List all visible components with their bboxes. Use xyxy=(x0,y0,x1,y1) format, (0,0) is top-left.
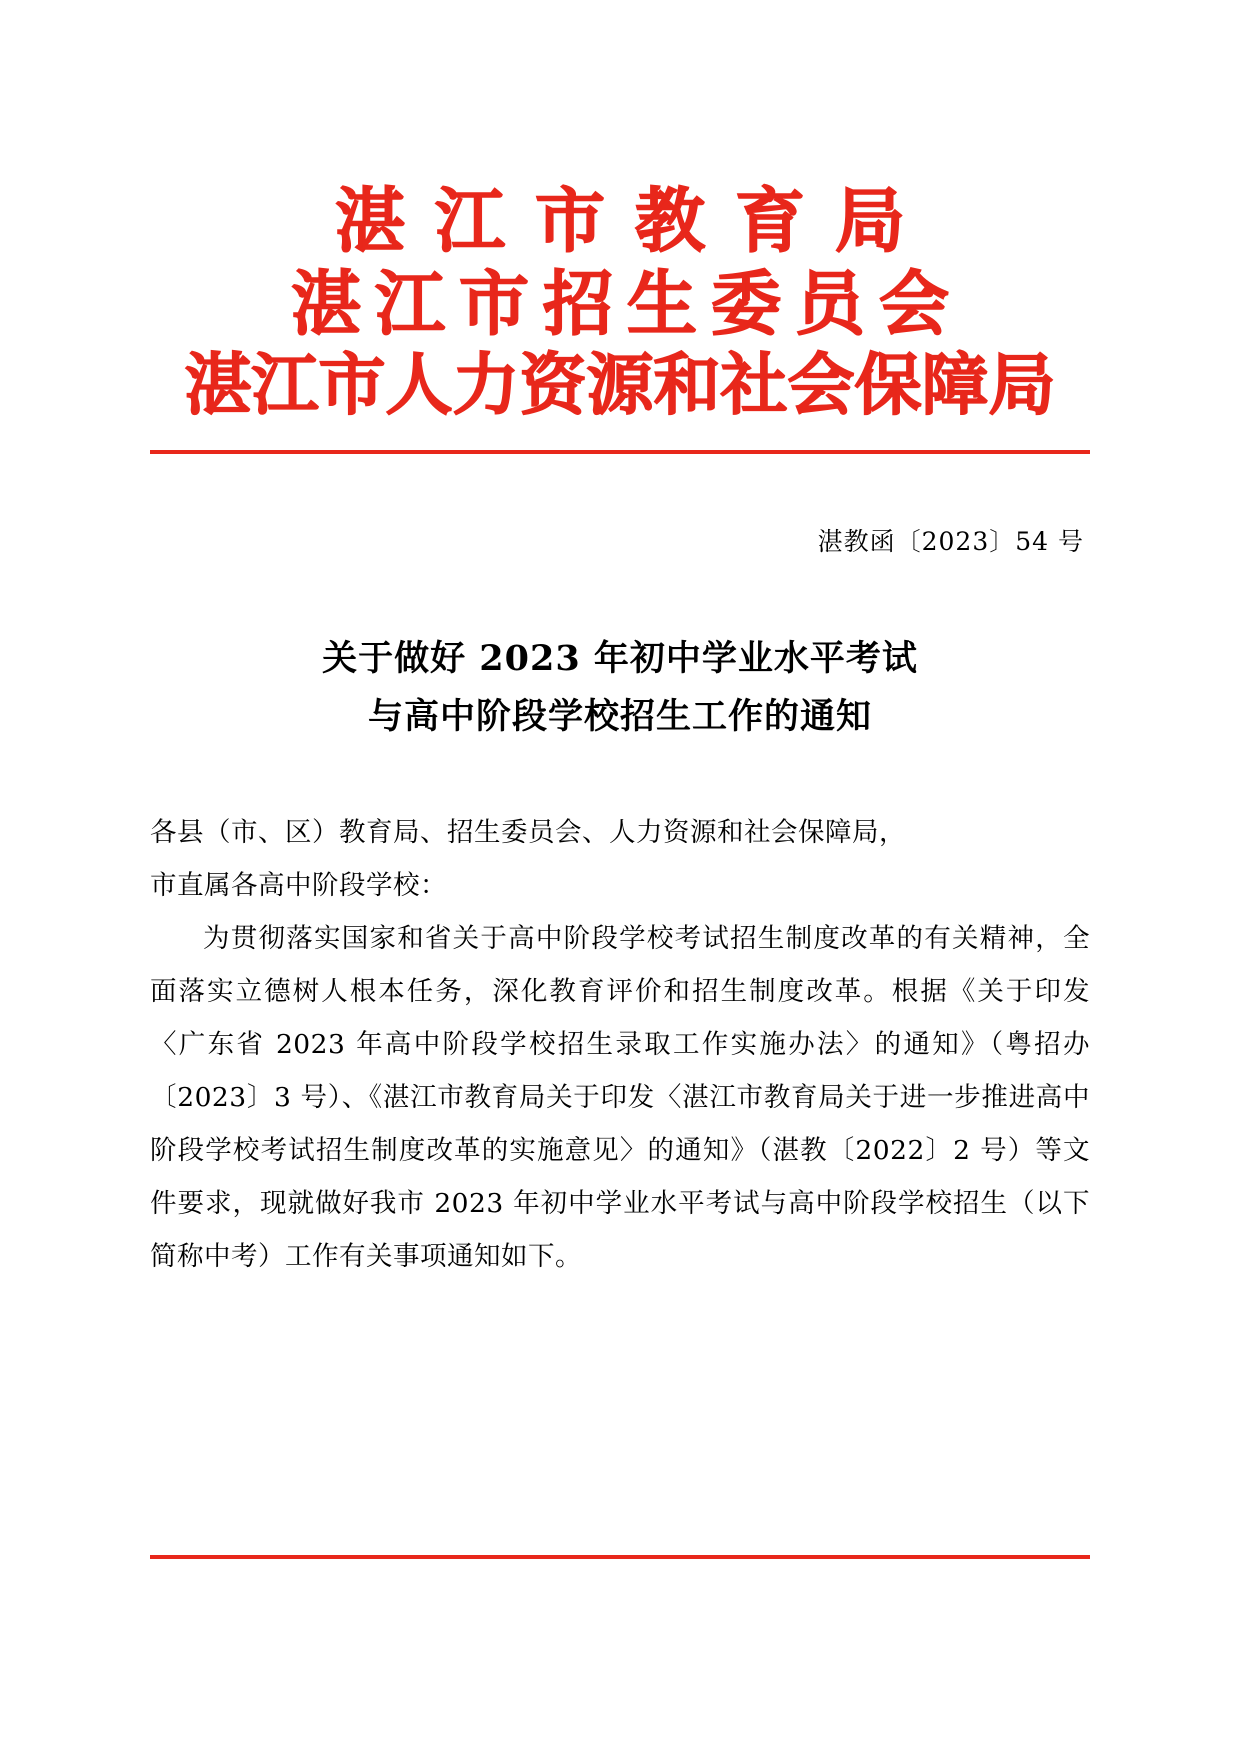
addressee-line-1: 各县（市、区）教育局、招生委员会、人力资源和社会保障局， xyxy=(150,816,906,848)
document-number: 湛教函〔2023〕54 号 xyxy=(817,527,1084,557)
letterhead-line-3: 湛江市人力资源和社会保障局 xyxy=(184,345,1056,425)
document-body xyxy=(150,806,1090,1283)
letterhead-line-2: 湛江市招生委员会 xyxy=(291,261,963,345)
page-title-line-1: 关于做好 2023 年初中学业水平考试 xyxy=(322,638,918,680)
page-title-line-2: 与高中阶段学校招生工作的通知 xyxy=(367,695,872,737)
letterhead xyxy=(150,0,1090,424)
header-red-rule xyxy=(150,450,1090,454)
page-title xyxy=(150,630,1090,746)
body-paragraph-1: 为贯彻落实国家和省关于高中阶段学校考试招生制度改革的有关精神，全面落实立德树人根本任务，深化教育评价和招生制度改革。根据《关于印发〈广东省 2023 年高中阶段学校招生录取工作实施办法〉的通知》（粤招办〔2023〕3 号）、《湛江市教育局关于印发〈湛江市教育局关于进一步推进高中阶段学校考试招生制度改革的实施意见〉的通知》（湛教〔2022〕2 号）等文件要求，现就做好我市 2023 年初中学业水平考试与高中阶段学校招生（以下简称中考）工作有关事项通知如下。 xyxy=(150,922,1090,1272)
footer-red-rule xyxy=(150,1555,1090,1559)
addressee-line-2: 市直属各高中阶段学校： xyxy=(150,869,447,901)
letterhead-line-1: 湛江市教育局 xyxy=(335,179,935,262)
